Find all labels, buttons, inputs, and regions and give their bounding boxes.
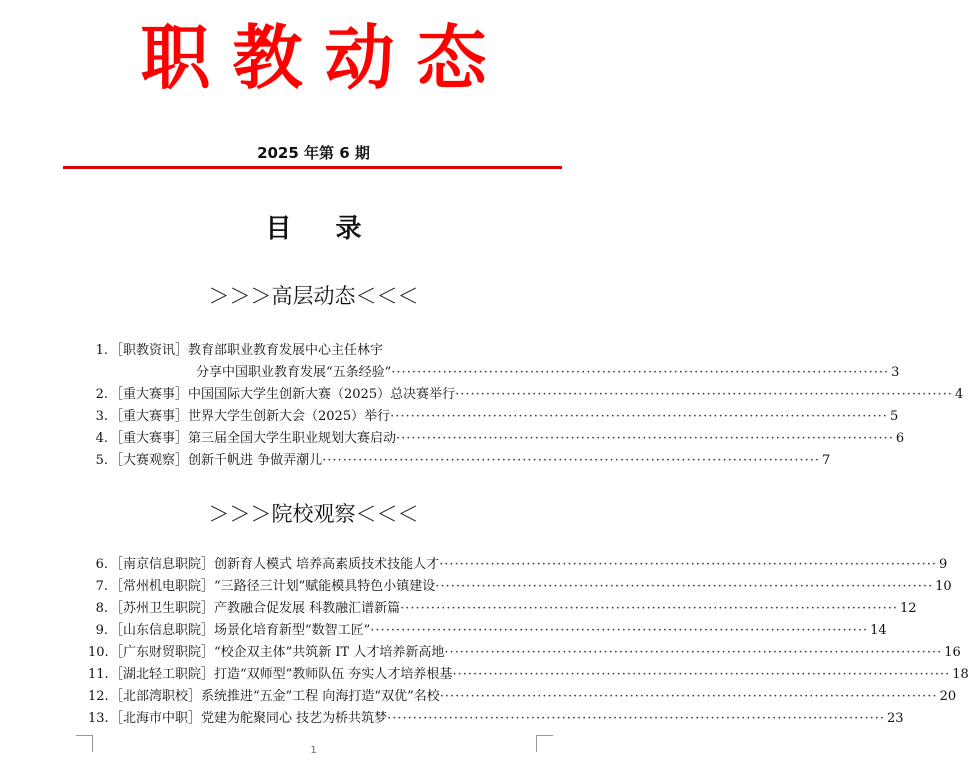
toc-entry[interactable] <box>88 384 964 406</box>
toc-entry-page: 6 <box>895 431 905 446</box>
toc-leader-dots <box>440 686 938 708</box>
toc-entry[interactable] <box>88 554 948 576</box>
toc-leader-dots <box>387 708 885 730</box>
toc-entry[interactable] <box>88 620 887 642</box>
toc-leader-dots <box>390 406 888 428</box>
toc-list-leadership <box>88 340 964 472</box>
header-divider <box>63 166 562 169</box>
toc-entry[interactable] <box>88 340 543 362</box>
issue-number: 2025 年第 6 期 <box>257 144 370 162</box>
toc-entry-title: ［广东财贸职院］“校企双主体”共筑新 IT 人才培养新高地 <box>110 645 445 660</box>
toc-list-schools <box>88 554 969 730</box>
toc-entry-title: ［常州机电职院］“三路径三计划”赋能模具特色小镇建设 <box>110 579 436 594</box>
toc-entry-number: 13. <box>88 711 109 726</box>
toc-leader-dots <box>396 428 894 450</box>
toc-entry-page: 9 <box>938 557 948 572</box>
toc-entry-title: ［重大赛事］中国国际大学生创新大赛（2025）总决赛举行 <box>110 387 456 402</box>
toc-leader-dots <box>391 362 889 384</box>
toc-entry[interactable] <box>88 642 961 664</box>
toc-entry-number: 10. <box>88 645 109 660</box>
toc-entry-number: 7. <box>95 579 108 594</box>
toc-leader-dots <box>435 576 933 598</box>
toc-entry[interactable] <box>88 686 957 708</box>
toc-entry-title: ［湖北轻工职院］打造“双师型”教师队伍 夯实人才培养根基 <box>110 667 453 682</box>
toc-entry-page: 10 <box>935 579 952 594</box>
masthead-title: 职教动态 <box>140 16 509 99</box>
toc-entry[interactable] <box>88 362 900 384</box>
toc-entry-page: 12 <box>899 601 917 616</box>
toc-leader-dots <box>439 554 937 576</box>
toc-leader-dots <box>444 642 942 664</box>
toc-entry[interactable] <box>88 450 831 472</box>
toc-entry-number: 6. <box>95 557 108 572</box>
toc-entry-page: 5 <box>889 409 899 424</box>
toc-title: 目录 <box>265 214 406 244</box>
toc-entry-title: ［职教资讯］教育部职业教育发展中心主任林宇 <box>110 343 384 358</box>
toc-entry-title: ［重大赛事］世界大学生创新大会（2025）举行 <box>110 409 391 424</box>
toc-leader-dots <box>455 384 953 406</box>
toc-entry-number: 11. <box>88 667 109 682</box>
toc-entry-title: ［山东信息职院］场景化培育新型“数智工匠” <box>110 623 371 638</box>
toc-entry-page: 20 <box>939 689 957 704</box>
toc-entry-title: ［南京信息职院］创新育人模式 培养高素质技术技能人才 <box>110 557 440 572</box>
toc-entry-page: 23 <box>886 711 904 726</box>
toc-entry[interactable] <box>88 406 899 428</box>
toc-leader-dots <box>400 598 898 620</box>
toc-entry-title: ［北部湾职校］系统推进“五金”工程 向海打造“双优”名校 <box>110 689 440 704</box>
toc-leader-dots <box>370 620 868 642</box>
toc-entry-title: ［大赛观察］创新千帆进 争做弄潮儿 <box>110 453 323 468</box>
toc-entry[interactable] <box>88 708 904 730</box>
toc-entry[interactable] <box>88 576 952 598</box>
toc-entry-title: ［重大赛事］第三届全国大学生职业规划大赛启动 <box>110 431 397 446</box>
toc-entry-number: 5. <box>95 453 108 468</box>
toc-entry-number: 2. <box>95 387 108 402</box>
toc-entry-title: ［苏州卫生职院］产教融合促发展 科教融汇谱新篇 <box>110 601 401 616</box>
page-number: 1 <box>310 745 317 756</box>
toc-entry-number: 12. <box>88 689 109 704</box>
toc-entry-number: 1. <box>95 343 108 358</box>
toc-entry-title: 分享中国职业教育发展“五条经验” <box>196 365 392 380</box>
toc-entry-number: 4. <box>95 431 108 446</box>
toc-leader-dots <box>322 450 820 472</box>
toc-entry[interactable] <box>88 428 905 450</box>
toc-entry[interactable] <box>88 664 969 686</box>
toc-entry-number: 9. <box>95 623 108 638</box>
toc-entry-title: ［北海市中职］党建为舵聚同心 技艺为桥共筑梦 <box>110 711 388 726</box>
toc-entry-number: 3. <box>95 409 108 424</box>
toc-leader-dots <box>452 664 950 686</box>
toc-entry-page: 4 <box>954 387 964 402</box>
section-heading-schools: ＞＞＞院校观察＜＜＜ <box>208 502 419 526</box>
toc-entry-page: 7 <box>821 453 831 468</box>
toc-entry[interactable] <box>88 598 917 620</box>
toc-entry-page: 3 <box>891 365 900 380</box>
toc-entry-page: 18 <box>952 667 969 682</box>
toc-entry-page: 14 <box>870 623 887 638</box>
section-heading-leadership: ＞＞＞高层动态＜＜＜ <box>208 284 419 308</box>
toc-entry-page: 16 <box>944 645 961 660</box>
toc-entry-number: 8. <box>95 601 108 616</box>
